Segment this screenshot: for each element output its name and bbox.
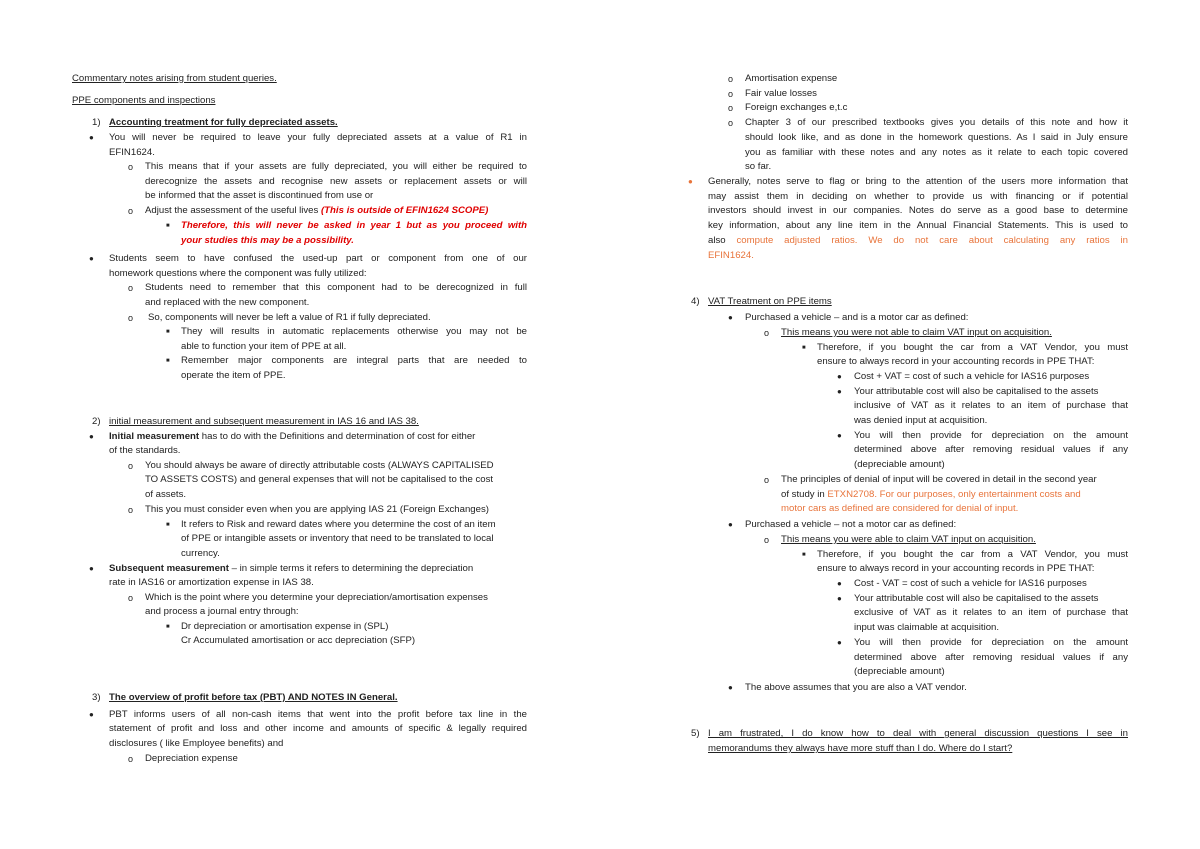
paragraph-line: should look like, and as done in the homework questions. As I said in July ensure — [745, 132, 1128, 143]
paragraph-line: You should always be aware of directly attributable costs (ALWAYS CAPITALISED — [145, 460, 494, 471]
paragraph-line: of assets. — [145, 489, 187, 500]
paragraph-line: of the standards. — [109, 445, 181, 456]
paragraph-line — [109, 430, 475, 445]
paragraph-line: You will then provide for depreciation on the amount — [854, 430, 1128, 441]
paragraph-line: PBT informs users of all non-cash items that went into the profit before tax line in the — [109, 709, 527, 720]
paragraph-line: You will never be required to leave your fully depreciated assets at a value of R1 in — [109, 132, 527, 143]
section-5-number: 5) — [691, 728, 700, 739]
paragraph-line: EFIN1624. — [109, 147, 155, 158]
sub-bullet-icon: o — [128, 593, 134, 603]
bullet-icon: ● — [837, 594, 842, 603]
sub-bullet-icon: o — [764, 328, 770, 338]
section-4-number: 4) — [691, 296, 700, 307]
paragraph-line: Purchased a vehicle – not a motor car as defined: — [745, 519, 957, 530]
paragraph-line: and replaced with the new component. — [145, 297, 310, 308]
section-1-title: Accounting treatment for fully depreciated assets. — [109, 117, 338, 128]
paragraph-line: determined above after removing residual values if any — [854, 444, 1128, 455]
paragraph-line: able to function your item of PPE at all. — [181, 341, 347, 352]
sub-bullet-icon: o — [728, 103, 734, 113]
square-bullet-icon: ■ — [166, 358, 170, 364]
document-title: Commentary notes arising from student queries. — [72, 73, 277, 84]
paragraph-line: disclosures ( like Employee benefits) and — [109, 738, 284, 749]
ratios-highlight-end: EFIN1624. — [708, 250, 754, 261]
paragraph-line: It refers to Risk and reward dates where you determine the cost of an item — [181, 519, 496, 530]
paragraph-line: and process a journal entry through: — [145, 606, 299, 617]
paragraph-line: be informed that the asset is discontinued from use or — [145, 190, 374, 201]
paragraph-line: (depreciable amount) — [854, 459, 945, 470]
journal-entry-debit: Dr depreciation or amortisation expense in (SPL) — [181, 621, 389, 632]
paragraph-line: you as familiar with these notes and any notes as it relate to each topic covered — [745, 147, 1128, 158]
square-bullet-icon: ■ — [166, 624, 170, 630]
paragraph-line: of PPE or intangible assets or inventory that need to be translated to local — [181, 533, 494, 544]
bullet-icon: ● — [837, 431, 842, 440]
paragraph-line: Cost - VAT = cost of such a vehicle for IAS16 purposes — [854, 578, 1087, 589]
document-subtitle: PPE components and inspections — [72, 95, 216, 106]
bullet-icon: ● — [837, 372, 842, 381]
paragraph-line: Your attributable cost will also be capitalised to the assets — [854, 386, 1099, 397]
paragraph-line: exclusive of VAT as it relates to an item of purchase that — [854, 607, 1128, 618]
sub-bullet-icon: o — [128, 283, 134, 293]
sub-bullet-icon: o — [764, 475, 770, 485]
paragraph-line: key information, about any line item in the Annual Financial Statements. This is used to — [708, 220, 1128, 231]
paragraph-line: ensure to always record in your accounting records in PPE THAT: — [817, 563, 1095, 574]
paragraph-line: investors should invest in our companies. Notes do serve as a good base to determine — [708, 205, 1128, 216]
bullet-icon: ● — [837, 387, 842, 396]
square-bullet-icon: ■ — [802, 552, 806, 558]
paragraph-line: so far. — [745, 161, 772, 172]
paragraph-line: Therefore, if you bought the car from a VAT Vendor, you must — [817, 549, 1128, 560]
journal-entry-credit: Cr Accumulated amortisation or acc depreciation (SFP) — [181, 635, 416, 646]
paragraph-line — [109, 562, 473, 577]
section-4-title: VAT Treatment on PPE items — [708, 296, 832, 307]
paragraph-line: TO ASSETS COSTS) and general expenses that will not be capitalised to the cost — [145, 474, 494, 485]
section-5-title: I am frustrated, I do know how to deal with general discussion questions I see in — [708, 728, 1128, 739]
bullet-icon: ● — [89, 133, 94, 142]
square-bullet-icon: ■ — [166, 522, 170, 528]
section-2-number: 2) — [92, 416, 101, 427]
paragraph-line: Generally, notes serve to flag or bring to the attention of the users more information that — [708, 176, 1128, 187]
paragraph-line — [708, 234, 1128, 249]
square-bullet-icon: ■ — [802, 345, 806, 351]
paragraph-line: Purchased a vehicle – and is a motor car as defined: — [745, 312, 969, 323]
bullet-icon: ● — [728, 520, 733, 529]
emphasis-line: Therefore, this will never be asked in year 1 but as you proceed with — [181, 220, 527, 231]
sub-bullet-icon: o — [728, 74, 734, 84]
paragraph-line: operate the item of PPE. — [181, 370, 286, 381]
sub-bullet-icon: o — [128, 461, 134, 471]
paragraph-line: statement of profit and loss and other income and amounts of specific & legally required — [109, 723, 527, 734]
bullet-icon: ● — [89, 432, 94, 441]
bullet-icon: ● — [89, 564, 94, 573]
paragraph-line: may assist them in deciding on whether to provide us with financing or if potential — [708, 191, 1128, 202]
sub-bullet-icon: o — [128, 505, 134, 515]
paragraph-line: Remember major components are integral parts that are needed to — [181, 355, 527, 366]
bullet-icon: ● — [89, 254, 94, 263]
paragraph-line: You will then provide for depreciation on the amount — [854, 637, 1128, 648]
paragraph-line: So, components will never be left a value of R1 if fully depreciated. — [148, 312, 431, 323]
vat-claimable-heading: This means you were able to claim VAT input on acquisition. — [781, 534, 1036, 545]
bullet-icon: ● — [837, 638, 842, 647]
paragraph-line: input was claimable at acquisition. — [854, 622, 1000, 633]
denial-highlight-end: motor cars as defined are considered for denial of input. — [781, 503, 1019, 514]
section-1-number: 1) — [92, 117, 101, 128]
study-lead-text: of study in — [781, 489, 828, 500]
ratios-highlight: compute adjusted ratios. We do not care about calculating any ratios in — [736, 235, 1128, 246]
bullet-icon: ● — [837, 579, 842, 588]
bullet-icon: ● — [688, 177, 693, 186]
paragraph-line: Fair value losses — [745, 88, 817, 99]
paragraph-line — [145, 204, 488, 219]
sub-bullet-icon: o — [728, 118, 734, 128]
subsequent-measurement-term: Subsequent measurement — [109, 563, 229, 574]
paragraph-line: Amortisation expense — [745, 73, 838, 84]
paragraph-line: (depreciable amount) — [854, 666, 945, 677]
paragraph-line — [781, 488, 1081, 503]
initial-measurement-text: has to do with the Definitions and determination of cost for either — [199, 431, 476, 442]
emphasis-line: your studies this may be a possibility. — [181, 235, 354, 246]
bullet-icon: ● — [89, 710, 94, 719]
sub-bullet-icon: o — [128, 754, 134, 764]
section-3-number: 3) — [92, 692, 101, 703]
paragraph-line: Foreign exchanges e,t.c — [745, 102, 848, 113]
section-2-title: initial measurement and subsequent measurement in IAS 16 and IAS 38. — [109, 416, 419, 427]
paragraph-line: This you must consider even when you are applying IAS 21 (Foreign Exchanges) — [145, 504, 489, 515]
paragraph-line: The above assumes that you are also a VAT vendor. — [745, 682, 967, 693]
section-3-title: The overview of profit before tax (PBT) AND NOTES IN General. — [109, 692, 398, 703]
paragraph-line: inclusive of VAT as it relates to an item of purchase that — [854, 400, 1128, 411]
paragraph-line: rate in IAS16 or amortization expense in IAS 38. — [109, 577, 314, 588]
scope-note: (This is outside of EFIN1624 SCOPE) — [320, 205, 489, 216]
paragraph-line: Your attributable cost will also be capitalised to the assets — [854, 593, 1099, 604]
sub-bullet-icon: o — [128, 206, 134, 216]
paragraph-line: derecognize the assets and recognise new assets or replacement assets or will — [145, 176, 527, 187]
sub-bullet-icon: o — [728, 89, 734, 99]
paragraph-line: Students seem to have confused the used-up part or component from one of our — [109, 253, 527, 264]
paragraph-line: Cost + VAT = cost of such a vehicle for IAS16 purposes — [854, 371, 1090, 382]
vat-not-claimable-heading: This means you were not able to claim VAT input on acquisition. — [781, 327, 1052, 338]
paragraph-line: Chapter 3 of our prescribed textbooks gives you details of this note and how it — [745, 117, 1128, 128]
paragraph-line: They will results in automatic replacements otherwise you may not be — [181, 326, 527, 337]
square-bullet-icon: ■ — [166, 223, 170, 229]
etxn-highlight: ETXN2708. For our purposes, only entertainment costs and — [827, 489, 1081, 500]
paragraph-line: homework questions where the component was fully utilized: — [109, 268, 367, 279]
sub-bullet-icon: o — [764, 535, 770, 545]
section-5-title-cont: memorandums they always have more stuff than I do. Where do I start? — [708, 743, 1013, 754]
ratios-lead-text: also — [708, 235, 737, 246]
sub-bullet-icon: o — [128, 313, 134, 323]
paragraph-line: was denied input at acquisition. — [854, 415, 988, 426]
paragraph-line: currency. — [181, 548, 220, 559]
paragraph-line: Students need to remember that this component had to be derecognized in full — [145, 282, 527, 293]
useful-lives-text: Adjust the assessment of the useful lives — [145, 205, 321, 216]
paragraph-line: The principles of denial of input will be covered in detail in the second year — [781, 474, 1097, 485]
paragraph-line: Depreciation expense — [145, 753, 238, 764]
paragraph-line: Which is the point where you determine your depreciation/amortisation expenses — [145, 592, 488, 603]
paragraph-line: ensure to always record in your accounting records in PPE THAT: — [817, 356, 1095, 367]
bullet-icon: ● — [728, 683, 733, 692]
square-bullet-icon: ■ — [166, 329, 170, 335]
subsequent-measurement-text: – in simple terms it refers to determining the depreciation — [228, 563, 474, 574]
sub-bullet-icon: o — [128, 162, 134, 172]
paragraph-line: This means that if your assets are fully depreciated, you will either be required to — [145, 161, 527, 172]
paragraph-line: Therefore, if you bought the car from a VAT Vendor, you must — [817, 342, 1128, 353]
initial-measurement-term: Initial measurement — [109, 431, 200, 442]
bullet-icon: ● — [728, 313, 733, 322]
paragraph-line: determined above after removing residual values if any — [854, 652, 1128, 663]
